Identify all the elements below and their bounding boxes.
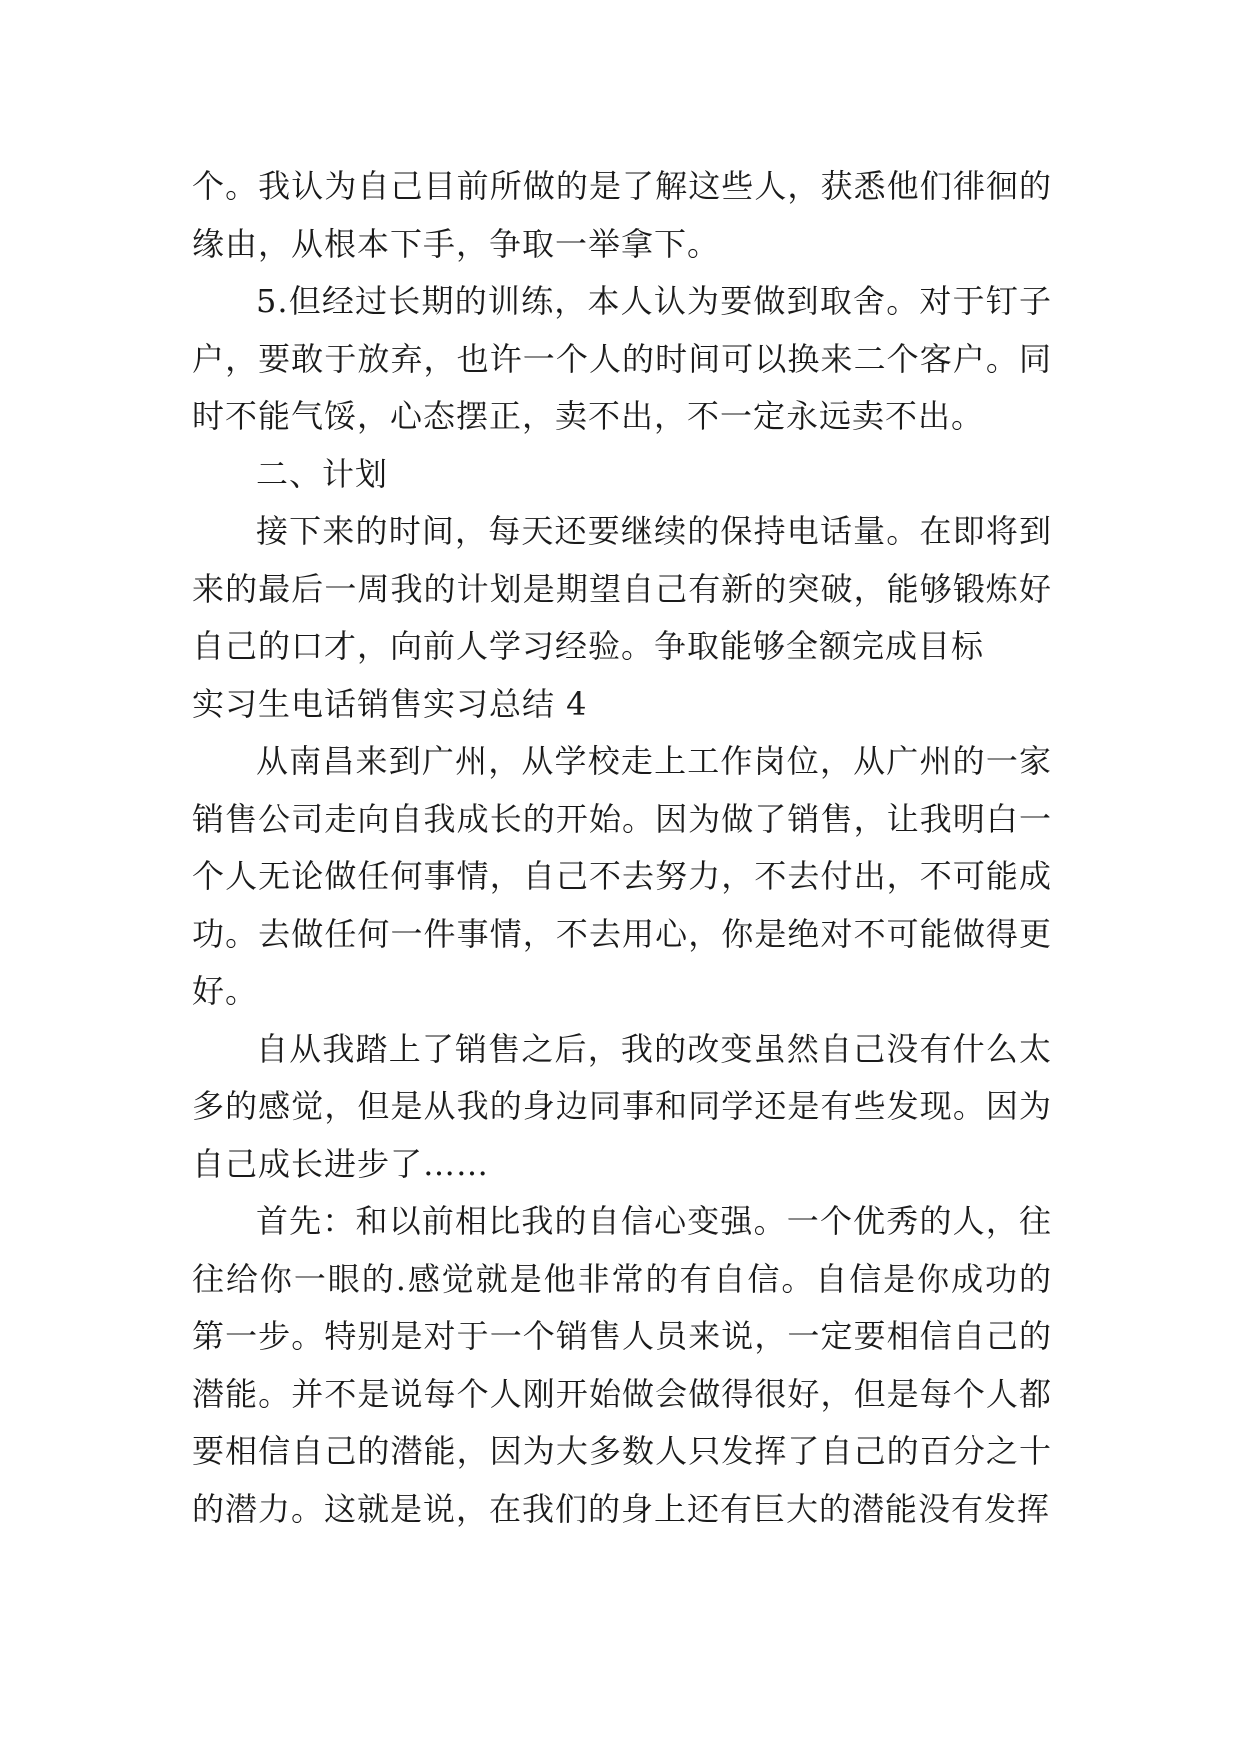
paragraph-point-5: 5.但经过长期的训练，本人认为要做到取舍。对于钉子户，要敢于放弃，也许一个人的时间可以换来二个客户。同时不能气馁，心态摆正，卖不出，不一定永远卖不出。 [192,282,1052,435]
section-heading-plan: 二、计划 [256,454,389,493]
document-page [192,158,1052,1538]
paragraph-change: 自从我踏上了销售之后，我的改变虽然自己没有什么太多的感觉，但是从我的身边同事和同学还是有些发现。因为自己成长进步了…… [192,1029,1052,1183]
paragraph-intro: 从南昌来到广州，从学校走上工作岗位，从广州的一家销售公司走向自我成长的开始。因为做了销售，让我明白一个人无论做任何事情，自己不去努力，不去付出，不可能成功。去做任何一件事情，不去用心，你是绝对不可能做得更好。 [192,742,1052,1010]
paragraph-continuation: 个。我认为自己目前所做的是了解这些人，获悉他们徘徊的缘由，从根本下手，争取一举拿下。 [192,167,1052,263]
paragraph-plan: 接下来的时间，每天还要继续的保持电话量。在即将到来的最后一周我的计划是期望自己有新的突破，能够锻炼好自己的口才，向前人学习经验。争取能够全额完成目标 [192,512,1052,665]
document-title: 实习生电话销售实习总结 4 [192,684,588,723]
paragraph-confidence: 首先：和以前相比我的自信心变强。一个优秀的人，往往给你一眼的.感觉就是他非常的有自信。自信是你成功的第一步。特别是对于一个销售人员来说，一定要相信自己的潜能。并不是说每个人刚开始做会做得很好，但是每个人都要相信自己的潜能，因为大多数人只发挥了自己的百分之十的潜力。这就是说，在我们的身上还有巨大的潜能没有发挥 [192,1202,1052,1528]
